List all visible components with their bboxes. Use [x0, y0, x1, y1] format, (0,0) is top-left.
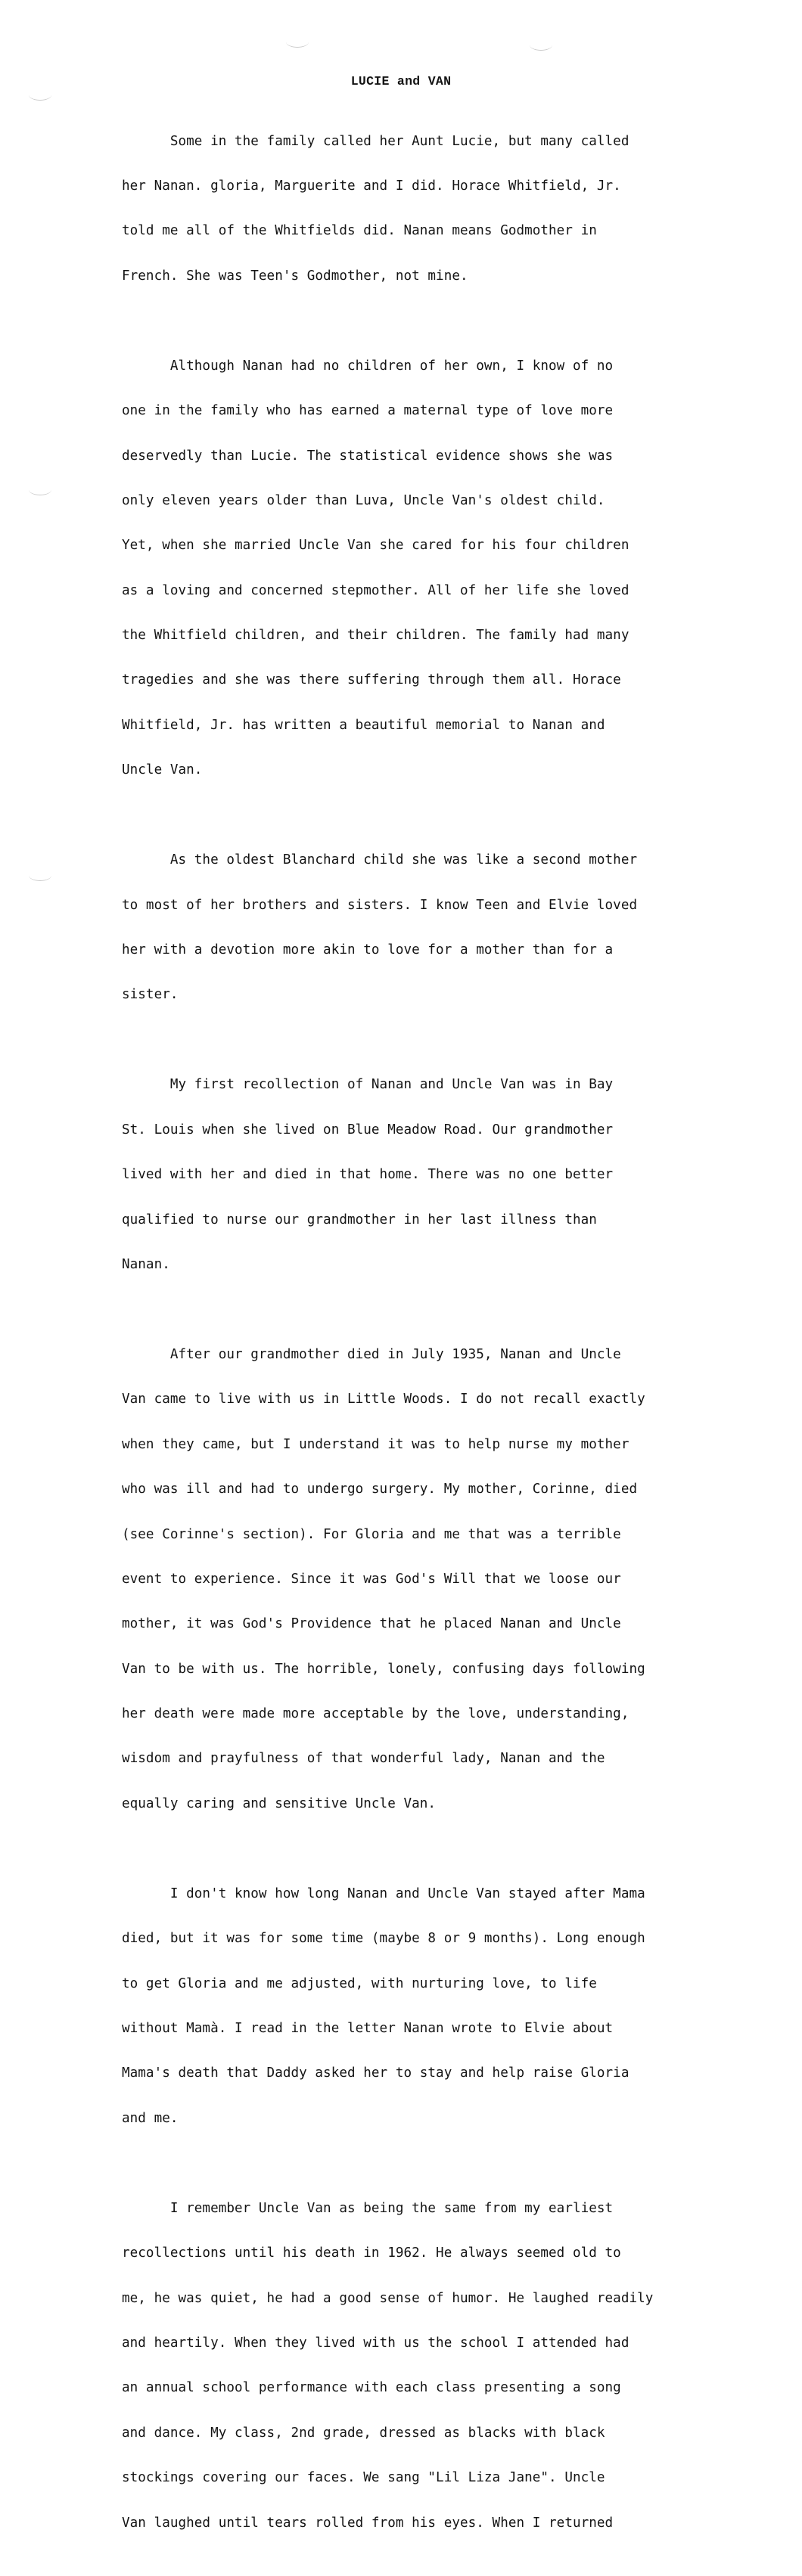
paragraph	[122, 1857, 742, 2156]
text-line: her with a devotion more akin to love for a mother than for a	[122, 942, 614, 958]
text-line: lived with her and died in that home. There was no one better	[122, 1167, 614, 1183]
text-line: Van came to live with us in Little Woods. I do not recall exactly	[122, 1392, 645, 1407]
text-line: the Whitfield children, and their children. The family had many	[122, 628, 629, 644]
text-line: Whitfield, Jr. has written a beautiful memorial to Nanan and	[122, 717, 605, 733]
text-line: recollections until his death in 1962. He always seemed old to	[122, 2245, 621, 2261]
text-line: sister.	[122, 987, 179, 1003]
text-line: and dance. My class, 2nd grade, dressed as blacks with black	[122, 2425, 605, 2441]
paragraph	[122, 824, 742, 1033]
text-line: me, he was quiet, he had a good sense of humor. He laughed readily	[122, 2290, 654, 2306]
text-line: tragedies and she was there suffering through them all. Horace	[122, 672, 621, 688]
text-line: Some in the family called her Aunt Lucie, but many called	[122, 133, 629, 149]
text-line: an annual school performance with each class presenting a song	[122, 2380, 621, 2396]
text-line: Van laughed until tears rolled from his eyes. When I returned	[122, 2515, 614, 2531]
paragraph	[122, 1317, 742, 1842]
paragraph	[122, 329, 742, 808]
text-line: died, but it was for some time (maybe 8 or 9 months). Long enough	[122, 1931, 645, 1947]
text-line: After our grandmother died in July 1935, Nanan and Uncle	[122, 1346, 621, 1362]
text-line: Nanan.	[122, 1256, 170, 1272]
text-line: equally caring and sensitive Uncle Van.	[122, 1795, 437, 1811]
paragraph	[122, 2171, 742, 2561]
text-line: As the oldest Blanchard child she was like a second mother	[122, 852, 638, 868]
text-line: only eleven years older than Luva, Uncle Van's oldest child.	[122, 492, 605, 508]
text-line: I remember Uncle Van as being the same from my earliest	[122, 2200, 614, 2216]
punch-hole-mark	[530, 39, 552, 51]
text-line: and me.	[122, 2110, 179, 2126]
text-line: to most of her brothers and sisters. I know Teen and Elvie loved	[122, 897, 638, 913]
text-line: St. Louis when she lived on Blue Meadow Road. Our grandmother	[122, 1122, 614, 1137]
text-line: stockings covering our faces. We sang "Lil Liza Jane". Uncle	[122, 2470, 605, 2486]
text-line: qualified to nurse our grandmother in her last illness than	[122, 1212, 597, 1227]
punch-hole-mark	[29, 484, 51, 495]
text-line: My first recollection of Nanan and Uncle Van was in Bay	[122, 1077, 614, 1093]
text-line: when they came, but I understand it was to help nurse my mother	[122, 1436, 629, 1452]
text-line: one in the family who has earned a maternal type of love more	[122, 403, 614, 419]
document-title: LUCIE and VAN	[350, 74, 452, 88]
text-line: her Nanan. gloria, Marguerite and I did. Horace Whitfield, Jr.	[122, 178, 621, 194]
punch-hole-mark	[29, 89, 51, 101]
text-line: Although Nanan had no children of her own, I know of no	[122, 358, 614, 374]
text-line: Yet, when she married Uncle Van she cared for his four children	[122, 538, 629, 554]
text-line: without Mamà. I read in the letter Nanan wrote to Elvie about	[122, 2021, 614, 2037]
paragraph	[122, 1048, 742, 1303]
text-line: and heartily. When they lived with us the school I attended had	[122, 2335, 629, 2351]
text-line: her death were made more acceptable by the love, understanding,	[122, 1706, 629, 1722]
text-line: Mama's death that Daddy asked her to stay and help raise Gloria	[122, 2065, 629, 2081]
text-line: Van to be with us. The horrible, lonely, confusing days following	[122, 1661, 645, 1677]
text-line: I don't know how long Nanan and Uncle Van stayed after Mama	[122, 1885, 645, 1901]
punch-hole-mark	[286, 36, 309, 48]
text-line: (see Corinne's section). For Gloria and me that was a terrible	[122, 1526, 621, 1542]
text-line: as a loving and concerned stepmother. All of her life she loved	[122, 582, 629, 598]
text-line: wisdom and prayfulness of that wonderful lady, Nanan and the	[122, 1751, 605, 1767]
text-line: told me all of the Whitfields did. Nanan means Godmother in	[122, 223, 597, 239]
text-line: mother, it was God's Providence that he placed Nanan and Uncle	[122, 1616, 621, 1632]
text-line: French. She was Teen's Godmother, not mine.	[122, 268, 468, 284]
document-body	[122, 104, 742, 2576]
paragraph	[122, 104, 742, 314]
text-line: Uncle Van.	[122, 762, 203, 778]
punch-hole-mark	[29, 870, 51, 881]
text-line: who was ill and had to undergo surgery. My mother, Corinne, died	[122, 1482, 638, 1497]
text-line: event to experience. Since it was God's Will that we loose our	[122, 1571, 621, 1587]
text-line: deservedly than Lucie. The statistical evidence shows she was	[122, 448, 614, 464]
text-line: to get Gloria and me adjusted, with nurturing love, to life	[122, 1975, 597, 1991]
